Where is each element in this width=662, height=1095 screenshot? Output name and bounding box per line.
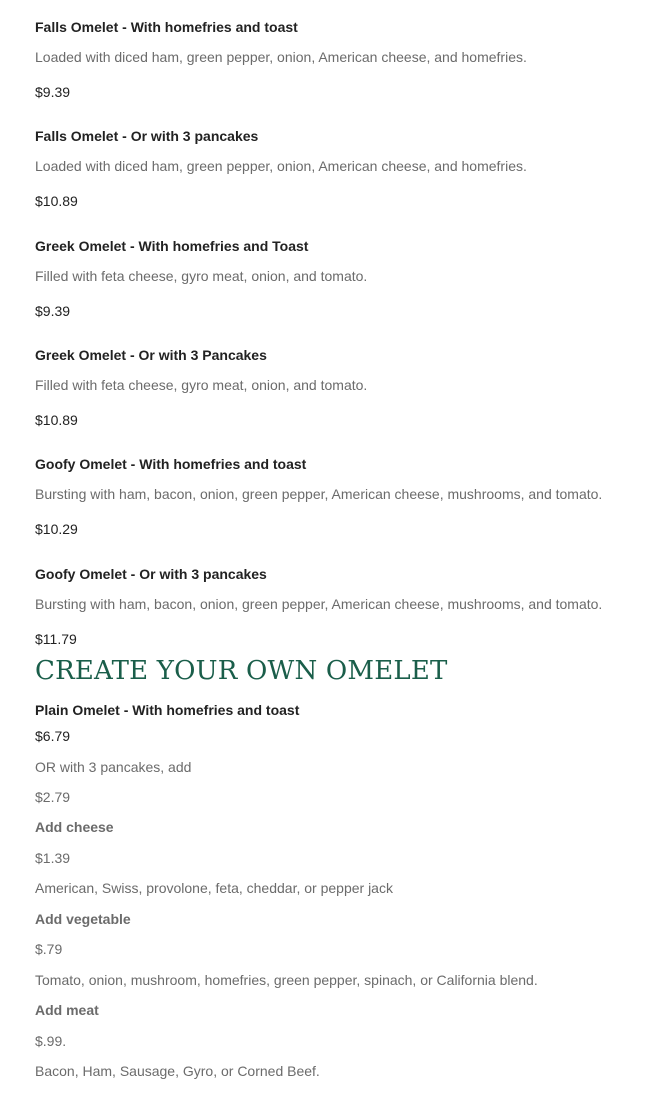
menu-item-price: $10.89 [35,412,78,428]
pancakes-addon-label: OR with 3 pancakes, add [35,759,192,775]
menu-item-description: Bursting with ham, bacon, onion, green pepper, American cheese, mushrooms, and tomato. [35,486,603,502]
menu-item [35,336,655,446]
menu-item [35,117,655,227]
menu-item-description: Filled with feta cheese, gyro meat, onion, and tomato. [35,268,368,284]
meat-addon-options: Bacon, Ham, Sausage, Gyro, or Corned Beef. [35,1063,320,1079]
menu-item-price: $11.79 [35,631,77,647]
cheese-addon-price: $1.39 [35,850,71,866]
menu-item-name: Falls Omelet - Or with 3 pancakes [35,128,259,144]
menu-item [35,227,655,337]
menu-item-description: Loaded with diced ham, green pepper, onion, American cheese, and homefries. [35,49,527,65]
menu-item-price: $10.89 [35,193,78,209]
menu-item-price: $9.39 [35,303,71,319]
pancakes-addon-price: $2.79 [35,789,71,805]
section-heading: CREATE YOUR OWN OMELET [35,656,448,686]
menu-item-name: Falls Omelet - With homefries and toast [35,19,298,35]
plain-omelet-name: Plain Omelet - With homefries and toast [35,702,300,718]
meat-addon-label: Add meat [35,1002,99,1018]
menu-item [35,555,655,665]
cheese-addon-options: American, Swiss, provolone, feta, cheddar, or pepper jack [35,880,393,896]
plain-omelet-price: $6.79 [35,728,71,744]
meat-addon-price: $.99. [35,1033,67,1049]
menu-item-description: Loaded with diced ham, green pepper, onion, American cheese, and homefries. [35,158,527,174]
menu-item-name: Greek Omelet - With homefries and Toast [35,238,309,254]
menu-item-price: $9.39 [35,84,71,100]
vegetable-addon-price: $.79 [35,941,63,957]
menu-item-description: Filled with feta cheese, gyro meat, onion, and tomato. [35,377,368,393]
vegetable-addon-label: Add vegetable [35,911,131,927]
menu-item [35,8,655,118]
vegetable-addon-options: Tomato, onion, mushroom, homefries, green pepper, spinach, or California blend. [35,972,538,988]
menu-item-description: Bursting with ham, bacon, onion, green pepper, American cheese, mushrooms, and tomato. [35,596,603,612]
menu-item-price: $10.29 [35,521,78,537]
cheese-addon-label: Add cheese [35,819,114,835]
menu-item-name: Goofy Omelet - Or with 3 pancakes [35,566,267,582]
menu-item-name: Goofy Omelet - With homefries and toast [35,456,307,472]
menu-item-name: Greek Omelet - Or with 3 Pancakes [35,347,267,363]
menu-item [35,445,655,555]
